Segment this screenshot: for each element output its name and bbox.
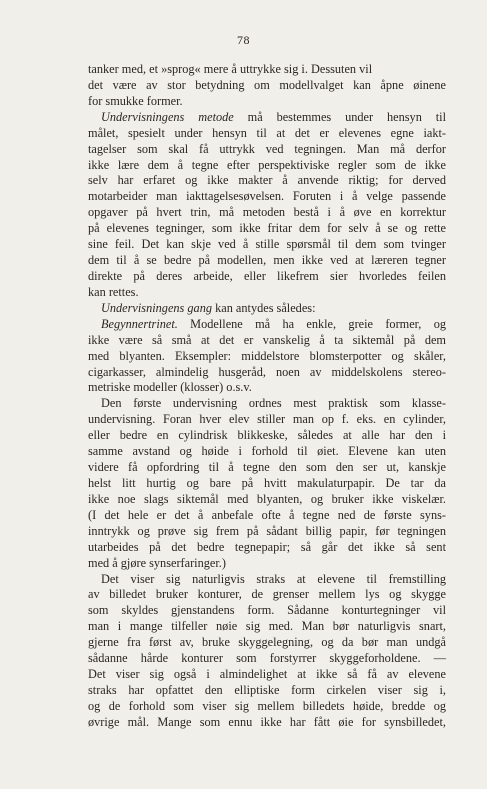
text-run: målet, spesielt under hensyn til at det er elevenes egne iakt- xyxy=(88,125,446,140)
text-line xyxy=(88,269,446,285)
text-run: for smukke former. xyxy=(88,93,183,108)
text-line xyxy=(88,205,446,221)
text-run: dem til å se bedre på modellen, men ikke ved at læreren tegner xyxy=(88,253,446,268)
text-line xyxy=(88,380,446,396)
page-number: 78 xyxy=(237,33,250,47)
text-run: øvrige mål. Mange som ennu ikke har fått øie for synsbilledet, xyxy=(88,714,446,729)
text-run: med å gjøre synserfaringer.) xyxy=(88,555,226,570)
text-run: inntrykk og prøve sig frem på sådant billig papir, før tegningen xyxy=(88,523,446,538)
text-line xyxy=(88,126,446,142)
text-line xyxy=(88,603,446,619)
text-run: utarbeides på det bedre tegnepapir; så går det ikke så sent xyxy=(88,539,446,554)
text-line xyxy=(88,635,446,651)
text-line xyxy=(88,508,446,524)
text-run: sådanne hårde konturer som forstyrrer skyggeforholdene. — xyxy=(88,651,446,666)
text-line xyxy=(88,301,446,317)
text-run: undervisning. Foran hver elev stiller man op f. eks. en cylinder, xyxy=(88,412,446,427)
text-run: tanker med, et »sprog« mere å uttrykke sig i. Dessuten vil xyxy=(88,62,373,76)
text-run: cigarkasser, almindelig husgeråd, noen av middelskolens stereo- xyxy=(88,364,446,379)
text-run: gjerne fra først av, bruke skyggelegning, og da bør man undgå xyxy=(88,635,446,650)
text-line xyxy=(88,619,446,635)
text-run: Den første undervisning ordnes mest praktisk som klasse- xyxy=(101,396,446,411)
text-line xyxy=(88,333,446,349)
text-line xyxy=(88,412,446,428)
text-run: (I det hele er det å anbefale ofte å tegne ned de første syns- xyxy=(88,507,446,522)
text-line xyxy=(88,556,446,572)
text-line xyxy=(88,524,446,540)
text-line xyxy=(88,683,446,699)
text-run: med blyanten. Eksempler: middelstore blomsterpotter og skåler, xyxy=(88,348,446,363)
italic-run: Begynnertrinet. xyxy=(101,316,178,331)
body-text xyxy=(88,62,446,731)
text-line xyxy=(88,253,446,269)
text-line xyxy=(88,78,446,94)
text-run: kan rettes. xyxy=(88,284,139,299)
text-run: ikke lære dem å tegne efter perspektiviske regler som de ikke xyxy=(88,157,446,172)
text-run: helst litt hurtig og bare på hvitt makulaturpapir. De tar da xyxy=(88,475,446,490)
text-run: straks har opfattet den elliptiske form cirkelen viser sig i, xyxy=(88,682,446,697)
text-line xyxy=(88,285,446,301)
text-run: selv har erfaret og ikke makter å anvende riktig; for derved xyxy=(88,173,446,188)
text-run: av billedet bruker konturer, de grenser mellem lys og skygge xyxy=(88,587,446,602)
text-line xyxy=(88,221,446,237)
text-line xyxy=(88,460,446,476)
text-line xyxy=(88,173,446,189)
text-line xyxy=(88,444,446,460)
text-run: på elevenes tegninger, som ikke fritar dem for selv å se og rette xyxy=(88,221,446,236)
text-line xyxy=(88,572,446,588)
text-run: videre få opfordring til å tegne den som den ser ut, kanskje xyxy=(88,460,446,475)
text-run: må bestemmes under hensyn til xyxy=(233,109,446,124)
text-line xyxy=(88,492,446,508)
text-run: Det viser sig naturligvis straks at elevene til fremstilling xyxy=(101,571,446,586)
text-run: ikke noe slags siktemål med blyanten, og bruker ikke viskelær. xyxy=(88,491,446,506)
text-line xyxy=(88,94,446,110)
text-line xyxy=(88,476,446,492)
text-line xyxy=(88,587,446,603)
text-run: metriske modeller (klosser) o.s.v. xyxy=(88,380,252,395)
text-line xyxy=(88,365,446,381)
text-line xyxy=(88,317,446,333)
text-run: og de forhold som viser sig mellem billedets høide, bredde og xyxy=(88,698,446,713)
text-run: som skyldes gjenstandens form. Sådanne konturtegninger vil xyxy=(88,603,446,618)
text-line xyxy=(88,62,446,78)
text-run: eller bedre en cylindrisk blikkeske, således at alle har den i xyxy=(88,428,446,443)
text-run: Det viser sig også i almindelighet at ikke så få av elevene xyxy=(88,667,446,682)
text-line xyxy=(88,237,446,253)
text-run: direkte på deres arbeide, eller likefrem sier hvorledes feilen xyxy=(88,268,446,283)
text-run: man i mange tilfeller nøie sig med. Man bør naturligvis snart, xyxy=(88,619,446,634)
text-line xyxy=(88,699,446,715)
text-line xyxy=(88,110,446,126)
text-line xyxy=(88,428,446,444)
text-run: Modellene må ha enkle, greie former, og xyxy=(177,316,446,331)
text-line xyxy=(88,651,446,667)
text-line xyxy=(88,142,446,158)
text-line xyxy=(88,540,446,556)
text-line xyxy=(88,396,446,412)
italic-run: Undervisningens gang xyxy=(101,300,213,315)
text-run: opgaver på hvert trin, må metoden bestå i å øve en korrektur xyxy=(88,205,446,220)
text-run: det være av stor betydning om modellvalget kan åpne øinene xyxy=(88,77,446,92)
text-run: kan antydes således: xyxy=(212,300,316,315)
text-line xyxy=(88,158,446,174)
text-run: samme avstand og høide i forhold til øiet. Elevene kan uten xyxy=(88,444,446,459)
text-line xyxy=(88,667,446,683)
text-run: sine feil. Det kan skje ved å stille spørsmål til dem som tvinger xyxy=(88,237,446,252)
text-run: tagelser som skal få uttrykk ved tegningen. Man må derfor xyxy=(88,141,446,156)
text-run: ikke være så små at det er vanskelig å ta siktemål på dem xyxy=(88,332,446,347)
text-run: motarbeider man iakttagelsesøvelsen. Foruten i å velge passende xyxy=(88,189,446,204)
italic-run: Undervisningens metode xyxy=(101,109,234,124)
text-line xyxy=(88,349,446,365)
text-line xyxy=(88,715,446,731)
text-line xyxy=(88,189,446,205)
